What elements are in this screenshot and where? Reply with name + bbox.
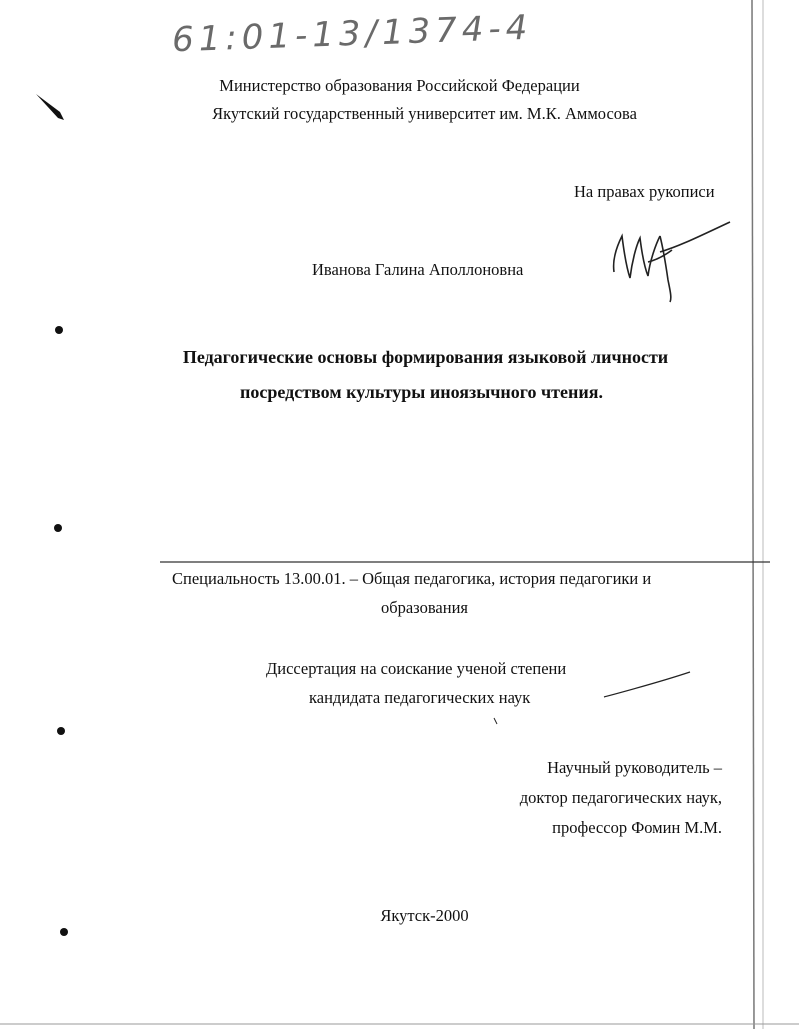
city-year: Якутск-2000 [380, 906, 469, 925]
scan-dot-icon [60, 928, 68, 936]
pen-stroke [604, 672, 690, 697]
right-border-line [752, 0, 754, 1029]
author-name: Иванова Галина Аполлоновна [312, 260, 524, 279]
thesis-title-line-1: Педагогические основы формирования языковой личности [182, 347, 669, 367]
supervisor-line-1: Научный руководитель – [547, 758, 722, 777]
dissertation-line-2: кандидата педагогических наук [309, 688, 531, 707]
signature-icon [614, 222, 730, 302]
dissertation-line-1: Диссертация на соискание ученой степени [266, 659, 567, 678]
university-name: Якутский государственный университет им. М.К. Аммосова [212, 104, 637, 123]
scan-dot-icon [54, 524, 62, 532]
archive-stamp: 61:01-13/1374-4 [171, 7, 533, 61]
scan-dot-icon [57, 727, 65, 735]
ministry-name: Министерство образования Российской Федерации [219, 76, 580, 95]
supervisor-line-2: доктор педагогических наук, [519, 788, 722, 807]
thesis-title-line-2: посредством культуры иноязычного чтения. [240, 382, 603, 402]
supervisor-line-3: профессор Фомин М.М. [552, 818, 722, 837]
pen-tick [494, 718, 497, 724]
specialty-line-2: образования [380, 598, 469, 617]
manuscript-rights: На правах рукописи [574, 182, 715, 201]
scan-dot-icon [55, 326, 63, 334]
specialty-line-1: Специальность 13.00.01. – Общая педагогика, история педагогики и [172, 569, 652, 588]
